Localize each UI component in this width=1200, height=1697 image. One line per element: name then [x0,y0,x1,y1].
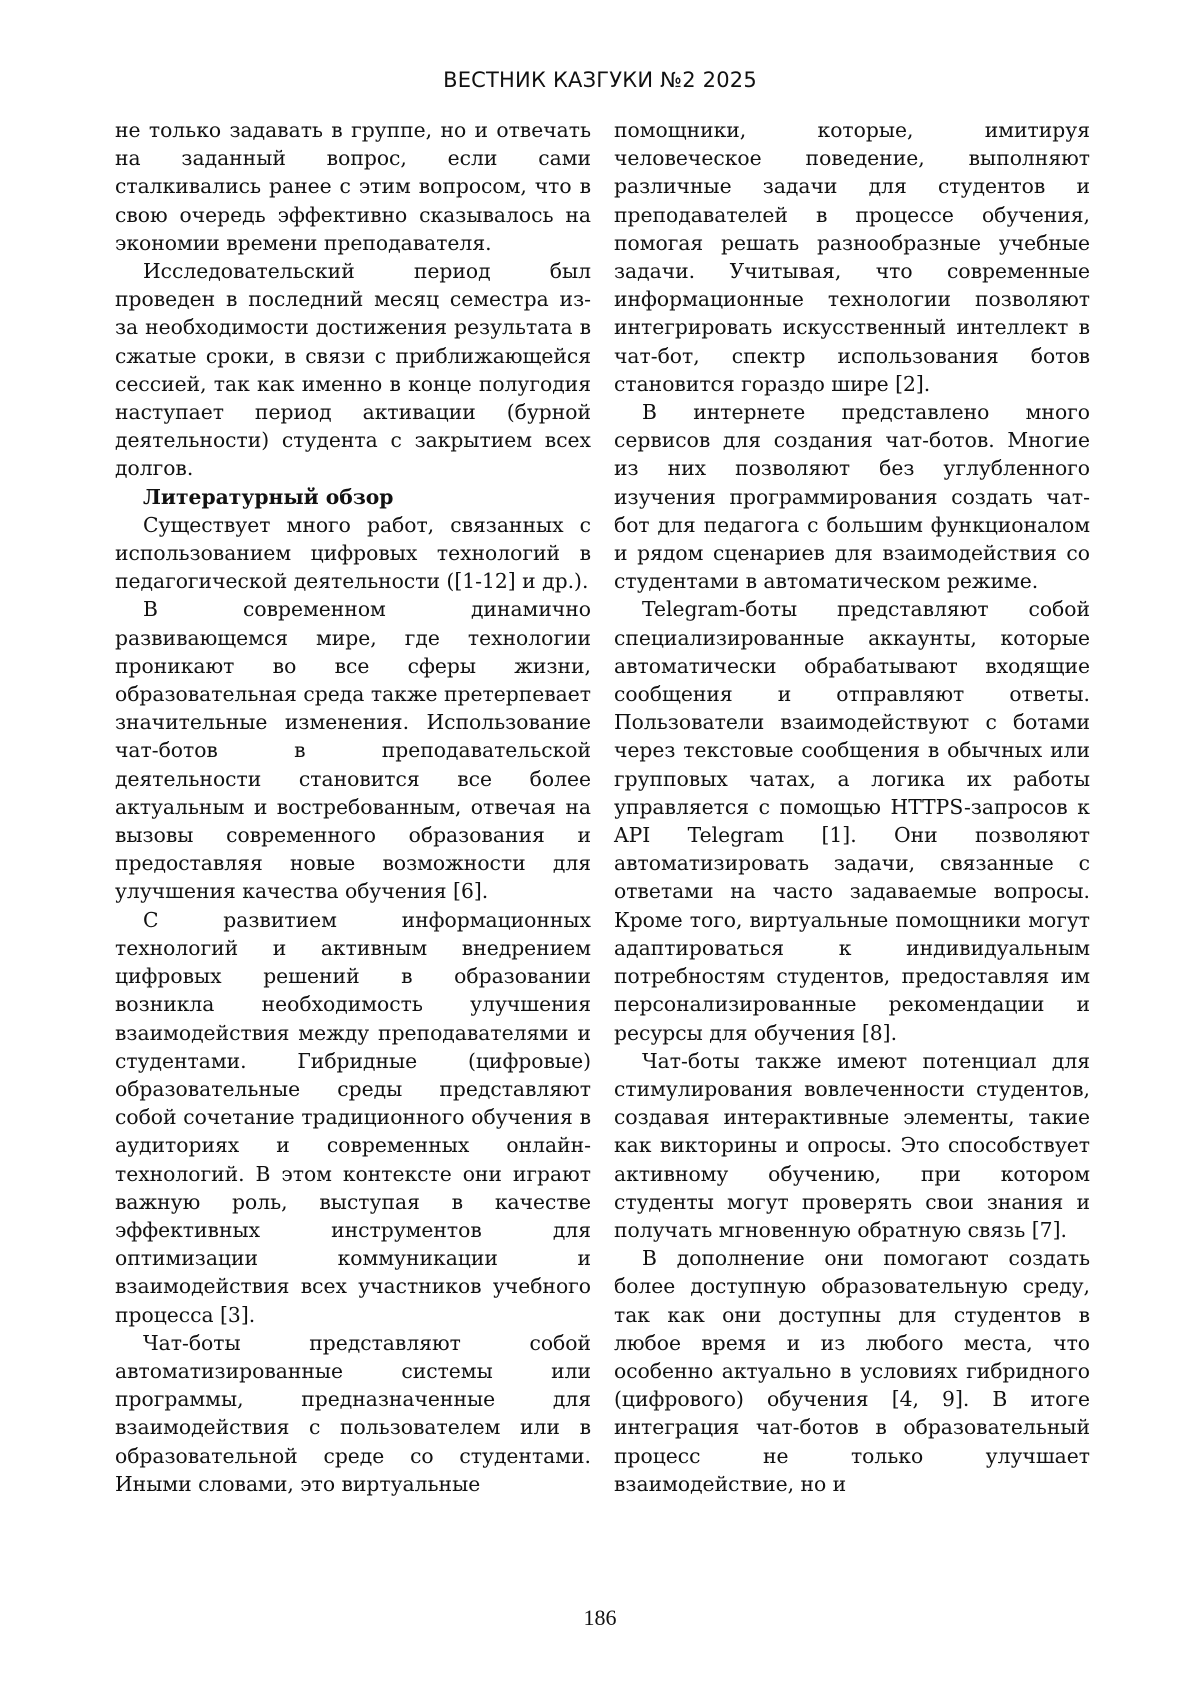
paragraph: Telegram-боты представляют собой специализированные аккаунты, которые автоматически обрабатывают входящие сообщения и отправляют ответы. Пользователи взаимодействуют с ботами через текстовые сообщения в обычных или групповых чатах, а логика их работы управляется с помощью HTTPS-запросов к API Telegram [1]. Они позволяют автоматизировать задачи, связанные с ответами на часто задаваемые вопросы. Кроме того, виртуальные помощники могут адаптироваться к индивидуальным потребностям студентов, предоставляя им персонализированные рекомендации и ресурсы для обучения [8]. [614,597,1090,1045]
paragraph: не только задавать в группе, но и отвечать на заданный вопрос, если сами сталкивались ранее с этим вопросом, что в свою очередь эффективно сказывалось на экономии времени преподавателя. [115,118,591,255]
paragraph: Существует много работ, связанных с использованием цифровых технологий в педагогической деятельности ([1-12] и др.). [115,512,591,594]
paragraph: С развитием информационных технологий и активным внедрением цифровых решений в образовании возникла необходимость улучшения взаимодействия между преподавателями и студентами. Гибридные (цифровые) образовательные среды представляют собой сочетание традиционного обучения в аудиториях и современных онлайн-технологий. В этом контексте они играют важную роль, выступая в качестве эффективных инструментов для оптимизации коммуникации и взаимодействия всех участников учебного процесса [3]. [115,907,591,1327]
section-heading: Литературный обзор [143,484,394,509]
paragraph: В интернете представлено много сервисов для создания чат-ботов. Многие из них позволяют без углубленного изучения программирования создать чат-бот для педагога с большим функционалом и рядом сценариев для взаимодействия со студентами в автоматическом режиме. [614,400,1090,594]
paragraph: В современном динамично развивающемся мире, где технологии проникают во все сферы жизни, образовательная среда также претерпевает значительные изменения. Использование чат-ботов в преподавательской деятельности становится все более актуальным и востребованным, отвечая на вызовы современного образования и предоставляя новые возможности для улучшения качества обучения [6]. [115,597,591,904]
paragraph: Чат-боты также имеют потенциал для стимулирования вовлеченности студентов, создавая интерактивные элементы, такие как викторины и опросы. Это способствует активному обучению, при котором студенты могут проверять свои знания и получать мгновенную обратную связь [7]. [614,1048,1090,1242]
paragraph: Чат-боты представляют собой автоматизированные системы или программы, предназначенные для взаимодействия с пользователем или в образовательной среде со студентами. Иными словами, это виртуальные [115,1330,591,1496]
left-column [115,116,591,1498]
page-number: 186 [583,1605,617,1630]
right-column [614,116,1090,1498]
paragraph: В дополнение они помогают создать более доступную образовательную среду, так как они доступны для студентов в любое время и из любого места, что особенно актуально в условиях гибридного (цифрового) обучения [4, 9]. В итоге интеграция чат-ботов в образовательный процесс не только улучшает взаимодействие, но и [614,1246,1090,1496]
running-header: ВЕСТНИК КАЗГУКИ №2 2025 [443,68,757,92]
paragraph: помощники, которые, имитируя человеческое поведение, выполняют различные задачи для студентов и преподавателей в процессе обучения, помогая решать разнообразные учебные задачи. Учитывая, что современные информационные технологии позволяют интегрировать искусственный интеллект в чат-бот, спектр использования ботов становится гораздо шире [2]. [614,118,1090,396]
two-column-body [115,116,1090,1498]
paragraph: Исследовательский период был проведен в последний месяц семестра из-за необходимости достижения результата в сжатые сроки, в связи с приближающейся сессией, так как именно в конце полугодия наступает период активации (бурной деятельности) студента с закрытием всех долгов. [115,259,591,481]
